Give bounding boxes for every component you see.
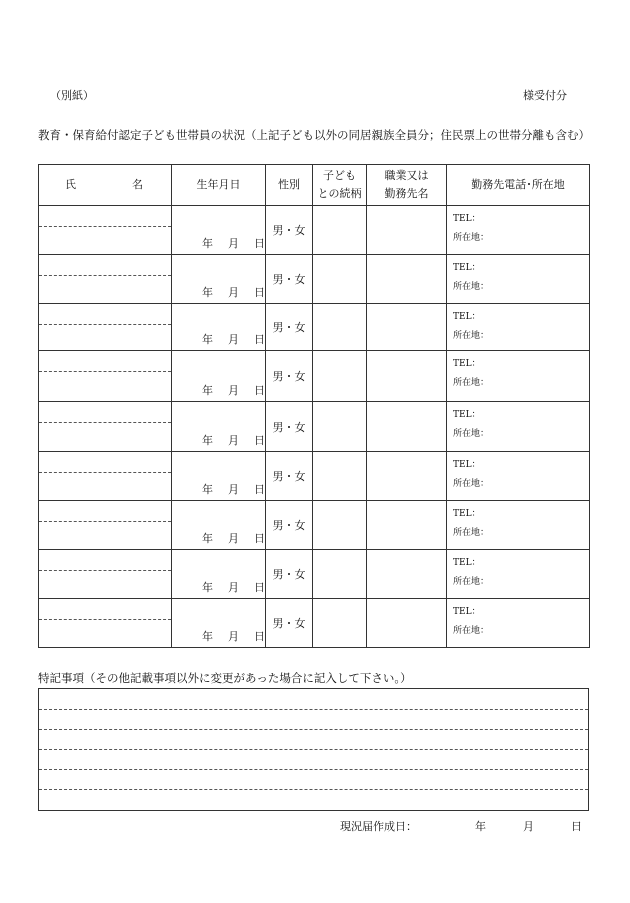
occupation-cell[interactable] xyxy=(367,599,447,648)
tel-label: TEL： xyxy=(453,460,481,470)
header-occupation-line1: 職業又は xyxy=(384,169,429,182)
furigana-line[interactable] xyxy=(39,550,171,571)
address-label: 所在地： xyxy=(453,233,490,243)
relation-cell[interactable] xyxy=(313,550,367,599)
furigana-line[interactable] xyxy=(39,351,171,372)
birthdate-cell[interactable] xyxy=(172,599,266,648)
household-member-table xyxy=(38,164,590,648)
occupation-cell[interactable] xyxy=(367,304,447,351)
furigana-line[interactable] xyxy=(39,402,171,423)
address-label: 所在地： xyxy=(453,282,490,292)
relation-cell[interactable] xyxy=(313,599,367,648)
header-relation-line1: 子ども xyxy=(323,169,356,182)
creation-date xyxy=(340,818,582,834)
tel-label: TEL： xyxy=(453,359,481,369)
gender-cell[interactable]: 男・女 xyxy=(266,452,313,501)
relation-cell[interactable] xyxy=(313,206,367,255)
gender-cell[interactable]: 男・女 xyxy=(266,402,313,452)
gender-cell[interactable]: 男・女 xyxy=(266,304,313,351)
gender-cell[interactable]: 男・女 xyxy=(266,255,313,304)
name-cell[interactable] xyxy=(39,255,172,304)
note-line xyxy=(39,789,588,790)
address-label: 所在地： xyxy=(453,626,490,636)
furigana-line[interactable] xyxy=(39,206,171,227)
member-row xyxy=(39,599,590,648)
birth-month-label: 月 xyxy=(228,384,239,397)
birthdate-cell[interactable] xyxy=(172,304,266,351)
birth-day-label: 日 xyxy=(254,384,265,397)
gender-cell[interactable]: 男・女 xyxy=(266,599,313,648)
receipt-stamp-label: 様受付分 xyxy=(523,89,567,102)
name-line[interactable] xyxy=(39,620,171,644)
table-header-row xyxy=(39,165,590,206)
name-cell[interactable] xyxy=(39,501,172,550)
notes-box[interactable] xyxy=(38,688,589,811)
header-gender: 性別 xyxy=(266,165,313,206)
created-label: 現況届作成日： xyxy=(340,820,417,833)
gender-cell[interactable]: 男・女 xyxy=(266,206,313,255)
relation-cell[interactable] xyxy=(313,501,367,550)
header-birthdate: 生年月日 xyxy=(172,165,266,206)
name-line[interactable] xyxy=(39,571,171,595)
occupation-cell[interactable] xyxy=(367,255,447,304)
relation-cell[interactable] xyxy=(313,351,367,402)
tel-label: TEL： xyxy=(453,410,481,420)
occupation-cell[interactable] xyxy=(367,351,447,402)
birth-month-label: 月 xyxy=(228,630,239,643)
birth-year-label: 年 xyxy=(202,434,213,447)
member-row xyxy=(39,206,590,255)
workplace-cell[interactable] xyxy=(447,351,590,402)
furigana-line[interactable] xyxy=(39,501,171,522)
birth-month-label: 月 xyxy=(228,333,239,346)
birthdate-cell[interactable] xyxy=(172,452,266,501)
workplace-cell[interactable] xyxy=(447,452,590,501)
birthdate-cell[interactable] xyxy=(172,402,266,452)
birth-day-label: 日 xyxy=(254,333,265,346)
member-rows xyxy=(39,206,590,648)
birthdate-cell[interactable] xyxy=(172,501,266,550)
tel-label: TEL： xyxy=(453,607,481,617)
name-cell[interactable] xyxy=(39,206,172,255)
relation-cell[interactable] xyxy=(313,452,367,501)
furigana-line[interactable] xyxy=(39,599,171,620)
name-line[interactable] xyxy=(39,372,171,396)
header-occupation-line2: 勤務先名 xyxy=(384,187,429,200)
furigana-line[interactable] xyxy=(39,255,171,276)
name-cell[interactable] xyxy=(39,402,172,452)
birth-year-label: 年 xyxy=(202,483,213,496)
occupation-cell[interactable] xyxy=(367,452,447,501)
created-month: 月 xyxy=(523,820,534,833)
header-name-family: 氏 xyxy=(65,178,76,191)
relation-cell[interactable] xyxy=(313,255,367,304)
birth-year-label: 年 xyxy=(202,384,213,397)
furigana-line[interactable] xyxy=(39,452,171,473)
name-line[interactable] xyxy=(39,473,171,497)
note-line xyxy=(39,769,588,770)
address-label: 所在地： xyxy=(453,331,490,341)
relation-cell[interactable] xyxy=(313,304,367,351)
member-row xyxy=(39,351,590,402)
name-line[interactable] xyxy=(39,276,171,300)
birth-day-label: 日 xyxy=(254,630,265,643)
occupation-cell[interactable] xyxy=(367,501,447,550)
member-row xyxy=(39,501,590,550)
member-row xyxy=(39,550,590,599)
name-line[interactable] xyxy=(39,227,171,251)
name-cell[interactable] xyxy=(39,452,172,501)
name-line[interactable] xyxy=(39,522,171,546)
name-line[interactable] xyxy=(39,423,171,447)
address-label: 所在地： xyxy=(453,378,490,388)
member-row xyxy=(39,304,590,351)
birth-month-label: 月 xyxy=(228,434,239,447)
name-cell[interactable] xyxy=(39,351,172,402)
tel-label: TEL： xyxy=(453,509,481,519)
address-label: 所在地： xyxy=(453,577,490,587)
gender-cell[interactable]: 男・女 xyxy=(266,351,313,402)
member-row xyxy=(39,402,590,452)
notes-title: 特記事項（その他記載事項以外に変更があった場合に記入して下さい。） xyxy=(38,671,412,685)
address-label: 所在地： xyxy=(453,479,490,489)
birth-month-label: 月 xyxy=(228,581,239,594)
birth-day-label: 日 xyxy=(254,434,265,447)
workplace-cell[interactable] xyxy=(447,501,590,550)
occupation-cell[interactable] xyxy=(367,402,447,452)
birth-day-label: 日 xyxy=(254,286,265,299)
birthdate-cell[interactable] xyxy=(172,255,266,304)
birth-year-label: 年 xyxy=(202,333,213,346)
header-relation-line2: との続柄 xyxy=(317,187,362,200)
workplace-cell[interactable] xyxy=(447,206,590,255)
name-cell[interactable] xyxy=(39,599,172,648)
note-line xyxy=(39,729,588,730)
birth-year-label: 年 xyxy=(202,286,213,299)
name-cell[interactable] xyxy=(39,304,172,351)
workplace-cell[interactable] xyxy=(447,402,590,452)
address-label: 所在地： xyxy=(453,429,490,439)
occupation-cell[interactable] xyxy=(367,550,447,599)
workplace-cell[interactable] xyxy=(447,255,590,304)
birth-month-label: 月 xyxy=(228,286,239,299)
tel-label: TEL： xyxy=(453,263,481,273)
tel-label: TEL： xyxy=(453,312,481,322)
relation-cell[interactable] xyxy=(313,402,367,452)
name-cell[interactable] xyxy=(39,550,172,599)
created-year: 年 xyxy=(475,820,486,833)
birth-month-label: 月 xyxy=(228,483,239,496)
header-relation xyxy=(313,165,367,206)
note-line xyxy=(39,709,588,710)
birth-year-label: 年 xyxy=(202,581,213,594)
workplace-cell[interactable] xyxy=(447,550,590,599)
member-row xyxy=(39,452,590,501)
birth-day-label: 日 xyxy=(254,532,265,545)
birth-month-label: 月 xyxy=(228,532,239,545)
workplace-cell[interactable] xyxy=(447,304,590,351)
header-workplace: 勤務先電話･所在地 xyxy=(447,165,590,206)
birth-day-label: 日 xyxy=(254,581,265,594)
header-occupation xyxy=(367,165,447,206)
section-title: 教育・保育給付認定子ども世帯員の状況（上記子ども以外の同居親族全員分；住民票上の世帯分離も含む） xyxy=(38,128,590,142)
workplace-cell[interactable] xyxy=(447,599,590,648)
birthdate-cell[interactable] xyxy=(172,206,266,255)
member-row xyxy=(39,255,590,304)
header-name xyxy=(39,165,172,206)
birth-year-label: 年 xyxy=(202,532,213,545)
birthdate-cell[interactable] xyxy=(172,550,266,599)
birth-year-label: 年 xyxy=(202,630,213,643)
tel-label: TEL： xyxy=(453,558,481,568)
birth-day-label: 日 xyxy=(254,237,265,250)
tel-label: TEL： xyxy=(453,214,481,224)
created-day: 日 xyxy=(571,820,582,833)
address-label: 所在地： xyxy=(453,528,490,538)
furigana-line[interactable] xyxy=(39,304,171,325)
name-line[interactable] xyxy=(39,325,171,349)
birth-year-label: 年 xyxy=(202,237,213,250)
header-name-given: 名 xyxy=(132,178,143,191)
gender-cell[interactable]: 男・女 xyxy=(266,550,313,599)
birth-day-label: 日 xyxy=(254,483,265,496)
attachment-label: （別紙） xyxy=(50,89,94,102)
occupation-cell[interactable] xyxy=(367,206,447,255)
birthdate-cell[interactable] xyxy=(172,351,266,402)
gender-cell[interactable]: 男・女 xyxy=(266,501,313,550)
birth-month-label: 月 xyxy=(228,237,239,250)
note-line xyxy=(39,749,588,750)
